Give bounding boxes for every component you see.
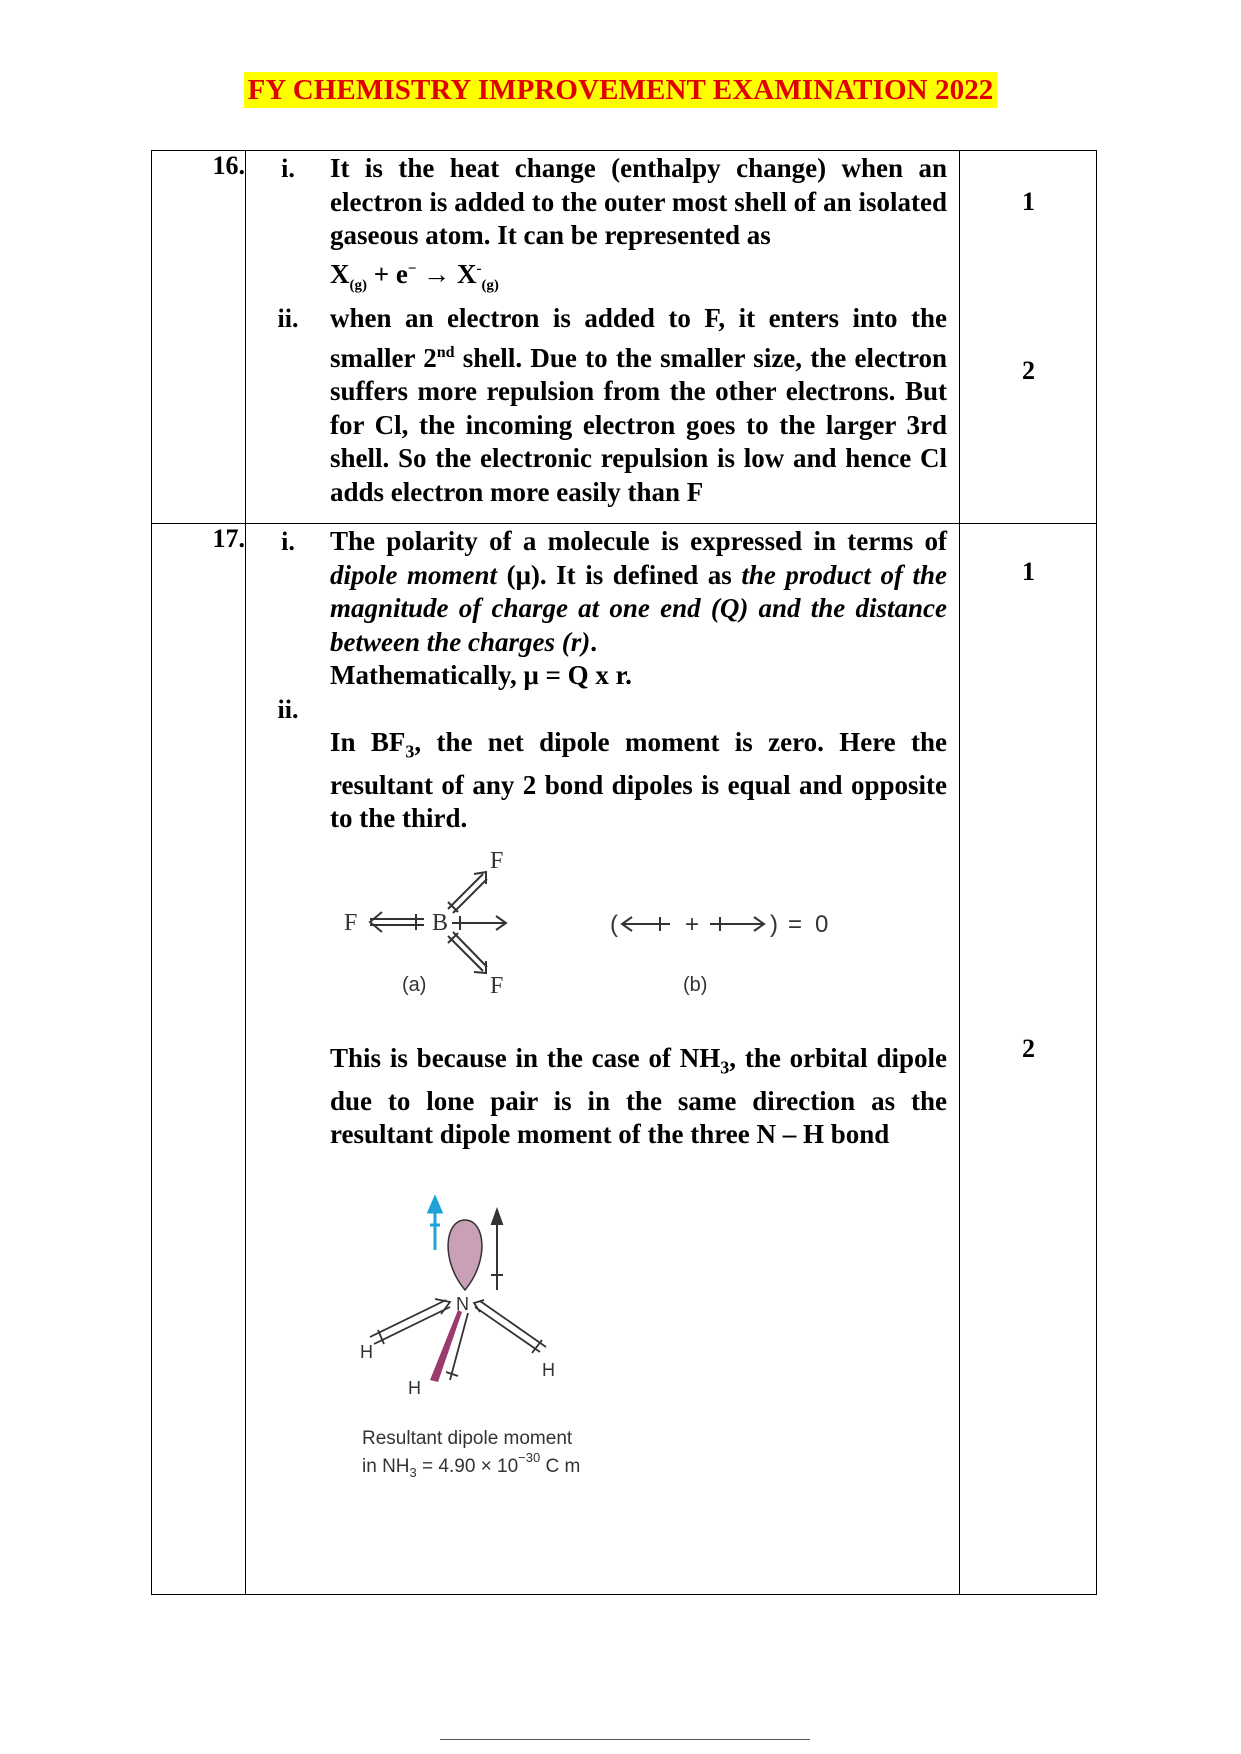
page-header — [0, 74, 1241, 107]
resultant-bond-dipole-arrow — [491, 1210, 503, 1290]
fluorine-atom-top: F — [490, 847, 504, 874]
answer-table — [151, 150, 1097, 1595]
part-text: It is the heat change (enthalpy change) when an electron is added to the outer most shell of an isolated gaseous atom. It can be represented as $X_{(g)} + e^- \to X^-_{(g)}$ — [330, 153, 947, 293]
hydrogen-atom-bottom: H — [408, 1377, 421, 1398]
part-text: when an electron is added to F, it enters into the smaller 2nd shell. Due to the smaller size, the electron suffers more repulsion from the other electrons. But for Cl, the incoming electron goes to the larger 3rd shell. So the electronic repulsion is low and hence Cl adds electron more easily than F — [330, 303, 947, 507]
lone-pair-dipole-arrow — [429, 1198, 441, 1250]
fluorine-atom-bottom: F — [490, 972, 504, 999]
nh3-caption-line2: in $NH_3 = 4.90 \times 10^{-30}$ C m — [362, 1449, 581, 1480]
lone-pair-lobe — [448, 1220, 482, 1290]
bf3-dipole-diagram — [340, 846, 940, 1016]
question-row-17 — [152, 524, 1097, 1595]
dipole-formula: Mathematically, μ = Q x r. — [330, 660, 632, 690]
part-i — [281, 525, 959, 693]
mark-value: 2 — [1022, 356, 1035, 385]
eq-equals: = — [788, 910, 803, 938]
bf3-explanation: In $BF_3$, the net dipole moment is zero. Here the resultant of any 2 bond dipoles is equal and opposite to the third. — [330, 727, 948, 834]
part-i — [281, 152, 959, 302]
mark-value: 2 — [1022, 1034, 1035, 1063]
eq-close-paren: ) — [770, 910, 778, 938]
footer-divider — [440, 1739, 810, 1740]
mark-value: 1 — [1022, 557, 1035, 586]
part-label: ii. — [277, 694, 299, 724]
fluorine-atom-left: F — [344, 909, 358, 936]
part-ii — [277, 693, 959, 727]
part-label: i. — [281, 154, 295, 183]
part-text: The polarity of a molecule is expressed in terms of dipole moment (μ). It is defined as the product of the magnitude of charge at one end (Q) and the distance between the charges (r). Mathematically, μ = Q x r. — [330, 526, 948, 690]
boron-atom: B — [432, 909, 449, 936]
eq-plus: + — [685, 910, 700, 938]
hydrogen-atom-left: H — [360, 1341, 373, 1362]
marks-cell — [960, 151, 1097, 524]
label-b: (b) — [683, 973, 708, 996]
label-a: (a) — [402, 973, 427, 996]
electron-gain-equation: $X_{(g)} + e^- \to X^-_{(g)}$ — [330, 258, 499, 293]
eq-open-paren: ( — [610, 910, 618, 938]
answer-cell — [246, 151, 960, 524]
nh3-explanation: This is because in the case of $NH_3$, the orbital dipole due to lone pair is in the same direction as the resultant dipole moment of the three N – H bond — [330, 1042, 947, 1150]
eq-zero: 0 — [815, 910, 829, 938]
nh3-dipole-diagram — [350, 1180, 650, 1510]
mark-value: 1 — [1022, 187, 1035, 216]
answer-cell — [246, 524, 960, 1595]
bond-wedge — [430, 1310, 462, 1382]
marks-cell — [960, 524, 1097, 1595]
question-number: 16. — [152, 151, 246, 524]
nitrogen-atom: N — [456, 1293, 469, 1314]
question-row-16 — [152, 151, 1097, 524]
part-label: ii. — [277, 304, 299, 334]
part-label: i. — [281, 527, 295, 556]
nh3-caption-line1: Resultant dipole moment — [362, 1427, 573, 1449]
question-number: 17. — [152, 524, 246, 1595]
hydrogen-atom-right: H — [542, 1359, 555, 1380]
part-ii — [277, 302, 959, 509]
exam-title: FY CHEMISTRY IMPROVEMENT EXAMINATION 2022 — [244, 72, 998, 108]
